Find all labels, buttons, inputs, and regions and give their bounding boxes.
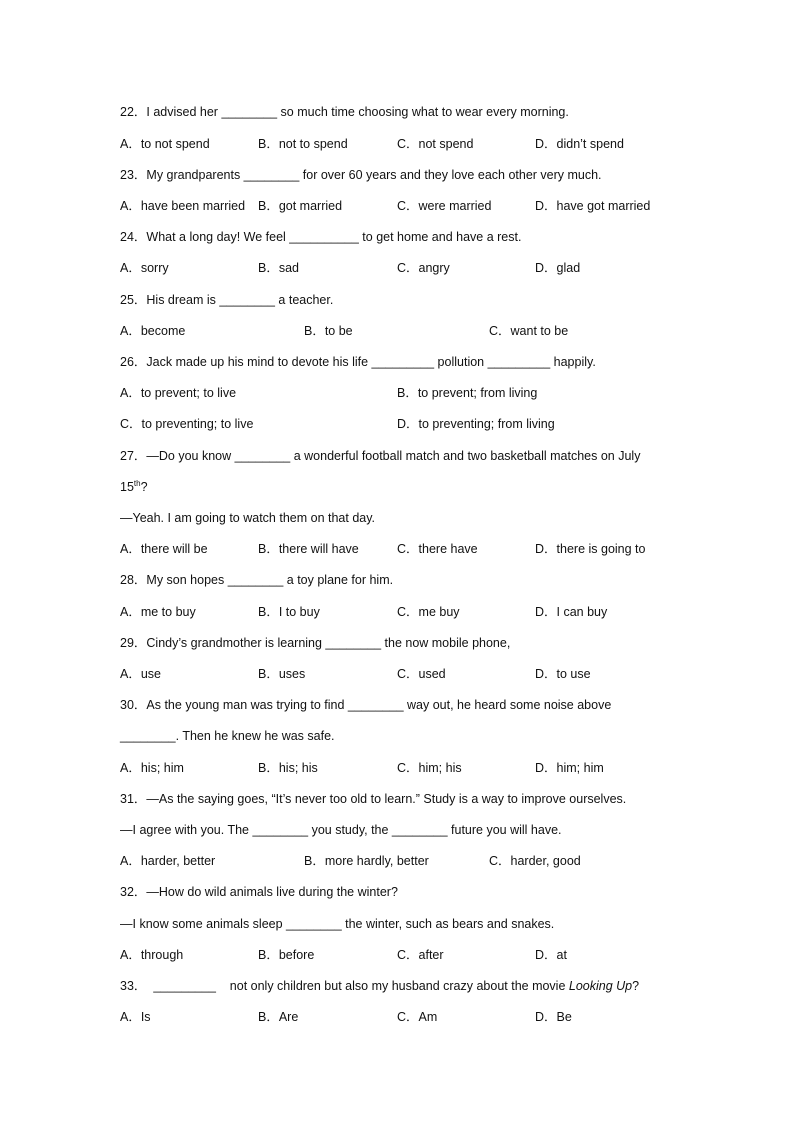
q27-question-mark: ? [140, 480, 148, 494]
question-23-stem: 23．My grandparents ________ for over 60 years and they love each other very much. [120, 168, 602, 182]
question-30-stem-cont: ________. Then he knew he was safe. [120, 729, 335, 743]
question-32-reply: —I know some animals sleep ________ the winter, such as bears and snakes. [120, 917, 555, 931]
q24-option-d: D．glad [535, 261, 581, 275]
question-27-reply: —Yeah. I am going to watch them on that day. [120, 511, 376, 525]
q30-option-c: C．him; his [397, 761, 462, 775]
q23-option-b: B．got married [258, 199, 343, 213]
q32-option-c: C．after [397, 948, 444, 962]
q33-stem-end: ? [632, 979, 640, 993]
question-31-reply: —I agree with you. The ________ you study, the ________ future you will have. [120, 823, 562, 837]
q25-option-a: A．become [120, 324, 186, 338]
q28-option-a: A．me to buy [120, 605, 196, 619]
q27-date-number: 15 [120, 480, 134, 494]
q32-option-b: B．before [258, 948, 315, 962]
q31-option-b: B．more hardly, better [304, 854, 429, 868]
q33-option-b: B．Are [258, 1010, 299, 1024]
q23-option-a: A．have been married [120, 199, 246, 213]
q33-stem-start: 33． _________ not only children but also my husband crazy about the movie [120, 979, 569, 993]
q22-option-b: B．not to spend [258, 137, 348, 151]
q28-option-d: D．I can buy [535, 605, 608, 619]
q27-option-b: B．there will have [258, 542, 359, 556]
q28-option-c: C．me buy [397, 605, 460, 619]
q29-option-d: D．to use [535, 667, 591, 681]
q26-option-c: C．to preventing; to live [120, 417, 254, 431]
q22-option-c: C．not spend [397, 137, 474, 151]
question-31-stem: 31．—As the saying goes, “It’s never too old to learn.” Study is a way to improve ourselves. [120, 792, 627, 806]
q23-option-c: C．were married [397, 199, 492, 213]
q26-option-d: D．to preventing; from living [397, 417, 555, 431]
question-22-stem: 22．I advised her ________ so much time choosing what to wear every morning. [120, 105, 569, 119]
question-25-stem: 25．His dream is ________ a teacher. [120, 293, 334, 307]
q27-date-suffix: th [133, 478, 141, 488]
q33-option-a: A．Is [120, 1010, 151, 1024]
q30-option-a: A．his; him [120, 761, 184, 775]
q26-option-a: A．to prevent; to live [120, 386, 237, 400]
q33-option-d: D．Be [535, 1010, 572, 1024]
q29-option-b: B．uses [258, 667, 306, 681]
q30-option-d: D．him; him [535, 761, 604, 775]
question-24-stem: 24．What a long day! We feel __________ to get home and have a rest. [120, 230, 522, 244]
q32-option-d: D．at [535, 948, 567, 962]
q29-option-c: C．used [397, 667, 446, 681]
q31-option-a: A．harder, better [120, 854, 216, 868]
q27-option-d: D．there is going to [535, 542, 646, 556]
question-27-stem-cont [120, 479, 148, 495]
question-28-stem: 28．My son hopes ________ a toy plane for him. [120, 573, 394, 587]
q23-option-d: D．have got married [535, 199, 651, 213]
q33-movie-title: Looking Up [568, 979, 633, 993]
q26-option-b: B．to prevent; from living [397, 386, 538, 400]
question-27-stem: 27．—Do you know ________ a wonderful football match and two basketball matches on July [120, 449, 641, 463]
q22-option-d: D．didn’t spend [535, 137, 624, 151]
question-32-stem: 32．—How do wild animals live during the winter? [120, 885, 398, 899]
q24-option-a: A．sorry [120, 261, 169, 275]
q28-option-b: B．I to buy [258, 605, 320, 619]
q24-option-c: C．angry [397, 261, 450, 275]
q25-option-c: C．want to be [489, 324, 569, 338]
q30-option-b: B．his; his [258, 761, 318, 775]
question-33-stem [120, 978, 639, 994]
q24-option-b: B．sad [258, 261, 299, 275]
question-30-stem: 30．As the young man was trying to find ________ way out, he heard some noise above [120, 698, 612, 712]
q33-option-c: C．Am [397, 1010, 438, 1024]
question-26-stem: 26．Jack made up his mind to devote his life _________ pollution _________ happily. [120, 355, 596, 369]
q25-option-b: B．to be [304, 324, 353, 338]
question-29-stem: 29．Cindy’s grandmother is learning ________ the now mobile phone, [120, 636, 511, 650]
q31-option-c: C．harder, good [489, 854, 581, 868]
q27-option-c: C．there have [397, 542, 478, 556]
q22-option-a: A．to not spend [120, 137, 210, 151]
q32-option-a: A．through [120, 948, 184, 962]
q27-option-a: A．there will be [120, 542, 208, 556]
q29-option-a: A．use [120, 667, 161, 681]
